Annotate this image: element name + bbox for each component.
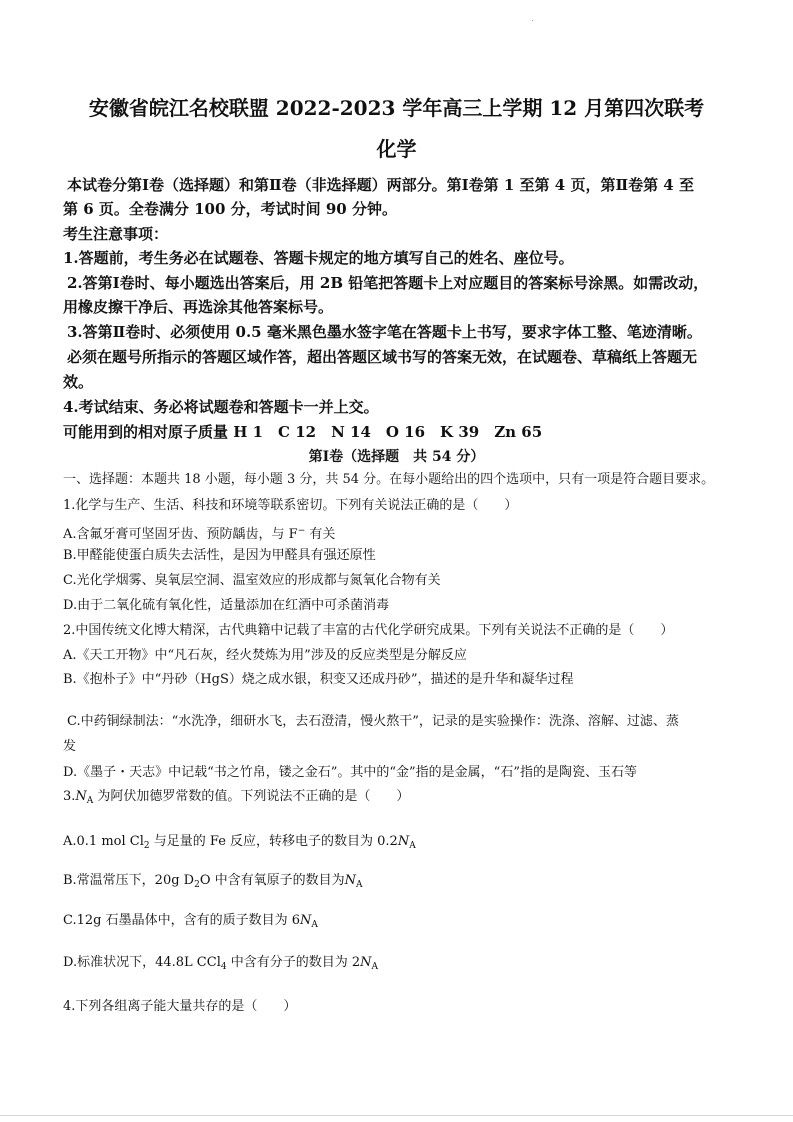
subject-title: 化学: [376, 137, 417, 161]
notice-2a: 2.答第Ⅰ卷时、每小题选出答案后，用 2B 铅笔把答题卡上对应题目的答案标号涂黑。如需改动，: [67, 274, 709, 292]
notice-2b: 用橡皮擦干净后、再选涂其他答案标号。: [63, 298, 334, 316]
notice-1: 1.答题前，考生务必在试题卷、答题卡规定的地方填写自己的姓名、座位号。: [63, 249, 574, 267]
exam-title: 安徽省皖江名校联盟 2022-2023 学年高三上学期 12 月第四次联考: [88, 96, 705, 120]
q3-option-d: D.标准状况下，44.8L CCl$_4$ 中含有分子的数目为 $2N_A$: [63, 955, 379, 972]
notice-4: 4.考试结束、务必将试题卷和答题卡一并上交。: [63, 398, 379, 416]
notice-title: 考生注意事项：: [63, 225, 169, 243]
notice-3c: 效。: [63, 373, 94, 391]
q2-option-c-line2: 发: [63, 739, 77, 754]
q1-option-a: A.含氟牙膏可坚固牙齿、预防龋齿，与 F− 有关: [63, 526, 336, 542]
q3-option-c: C.12g 石墨晶体中，含有的质子数目为 $6N_A$: [63, 913, 318, 930]
q2-option-a: A.《天工开物》中“凡石灰，经火焚炼为用”涉及的反应类型是分解反应: [63, 648, 467, 663]
intro-line-1: 本试卷分第Ⅰ卷（选择题）和第Ⅱ卷（非选择题）两部分。第Ⅰ卷第 1 至第 4 页，第Ⅱ卷第 4 至: [67, 176, 694, 194]
q1-stem: 1.化学与生产、生活、科技和环境等联系密切。下列有关说法正确的是（ ）: [63, 498, 518, 513]
q2-option-c-line1: C.中药铜绿制法：“水洗净，细研水飞，去石澄清，慢火熬干”，记录的是实验操作：洗涤、溶解、过滤、蒸: [67, 714, 679, 729]
q3-option-a: A.0.1 mol $Cl_2$ 与足量的 Fe 反应，转移电子的数目为 $0.2N_A$: [63, 834, 416, 851]
page-bottom-rule: [0, 1115, 793, 1116]
q3-stem: $3.N_A$ 为阿伏加德罗常数的值。下列说法不正确的是（ ）: [63, 789, 410, 806]
q2-option-b: B.《抱朴子》中“丹砂（HgS）烧之成水银，积变又还成丹砂”，描述的是升华和凝华过程: [63, 672, 574, 687]
section-title: 第Ⅰ卷（选择题 共 54 分）: [308, 449, 485, 465]
notice-3a: 3.答第Ⅱ卷时、必须使用 0.5 毫米黑色墨水签字笔在答题卡上书写，要求字体工整、笔迹清晰。: [67, 323, 702, 341]
q4-stem: 4.下列各组离子能大量共存的是（ ）: [63, 999, 297, 1014]
speck: [532, 20, 533, 21]
q2-option-d: D.《墨子・天志》中记载“书之竹帛，镂之金石”。其中的“金”指的是金属，“石”指的是陶瓷、玉石等: [63, 765, 637, 780]
q1-option-d: D.由于二氧化硫有氧化性，适量添加在红酒中可杀菌消毒: [63, 598, 390, 613]
q1-option-c: C.光化学烟雾、臭氧层空洞、温室效应的形成都与氮氧化合物有关: [63, 573, 441, 588]
section-instruction: 一、选择题：本题共 18 小题，每小题 3 分，共 54 分。在每小题给出的四个选项中，只有一项是符合题目要求。: [63, 472, 715, 487]
atomic-masses: 可能用到的相对原子质量 H 1 C 12 N 14 O 16 K 39 Zn 65: [63, 423, 543, 441]
q1-option-b: B.甲醛能使蛋白质失去活性，是因为甲醛具有强还原性: [63, 548, 376, 563]
q3-option-b: B.常温常压下，20g $D_2O$ 中含有氧原子的数目为$N_A$: [63, 873, 363, 890]
q2-stem: 2.中国传统文化博大精深，古代典籍中记载了丰富的古代化学研究成果。下列有关说法不正确的是（ ）: [63, 623, 674, 638]
intro-line-2: 第 6 页。全卷满分 100 分，考试时间 90 分钟。: [63, 200, 397, 218]
notice-3b: 必须在题号所指示的答题区域作答，超出答题区域书写的答案无效，在试题卷、草稿纸上答题无: [67, 348, 698, 366]
